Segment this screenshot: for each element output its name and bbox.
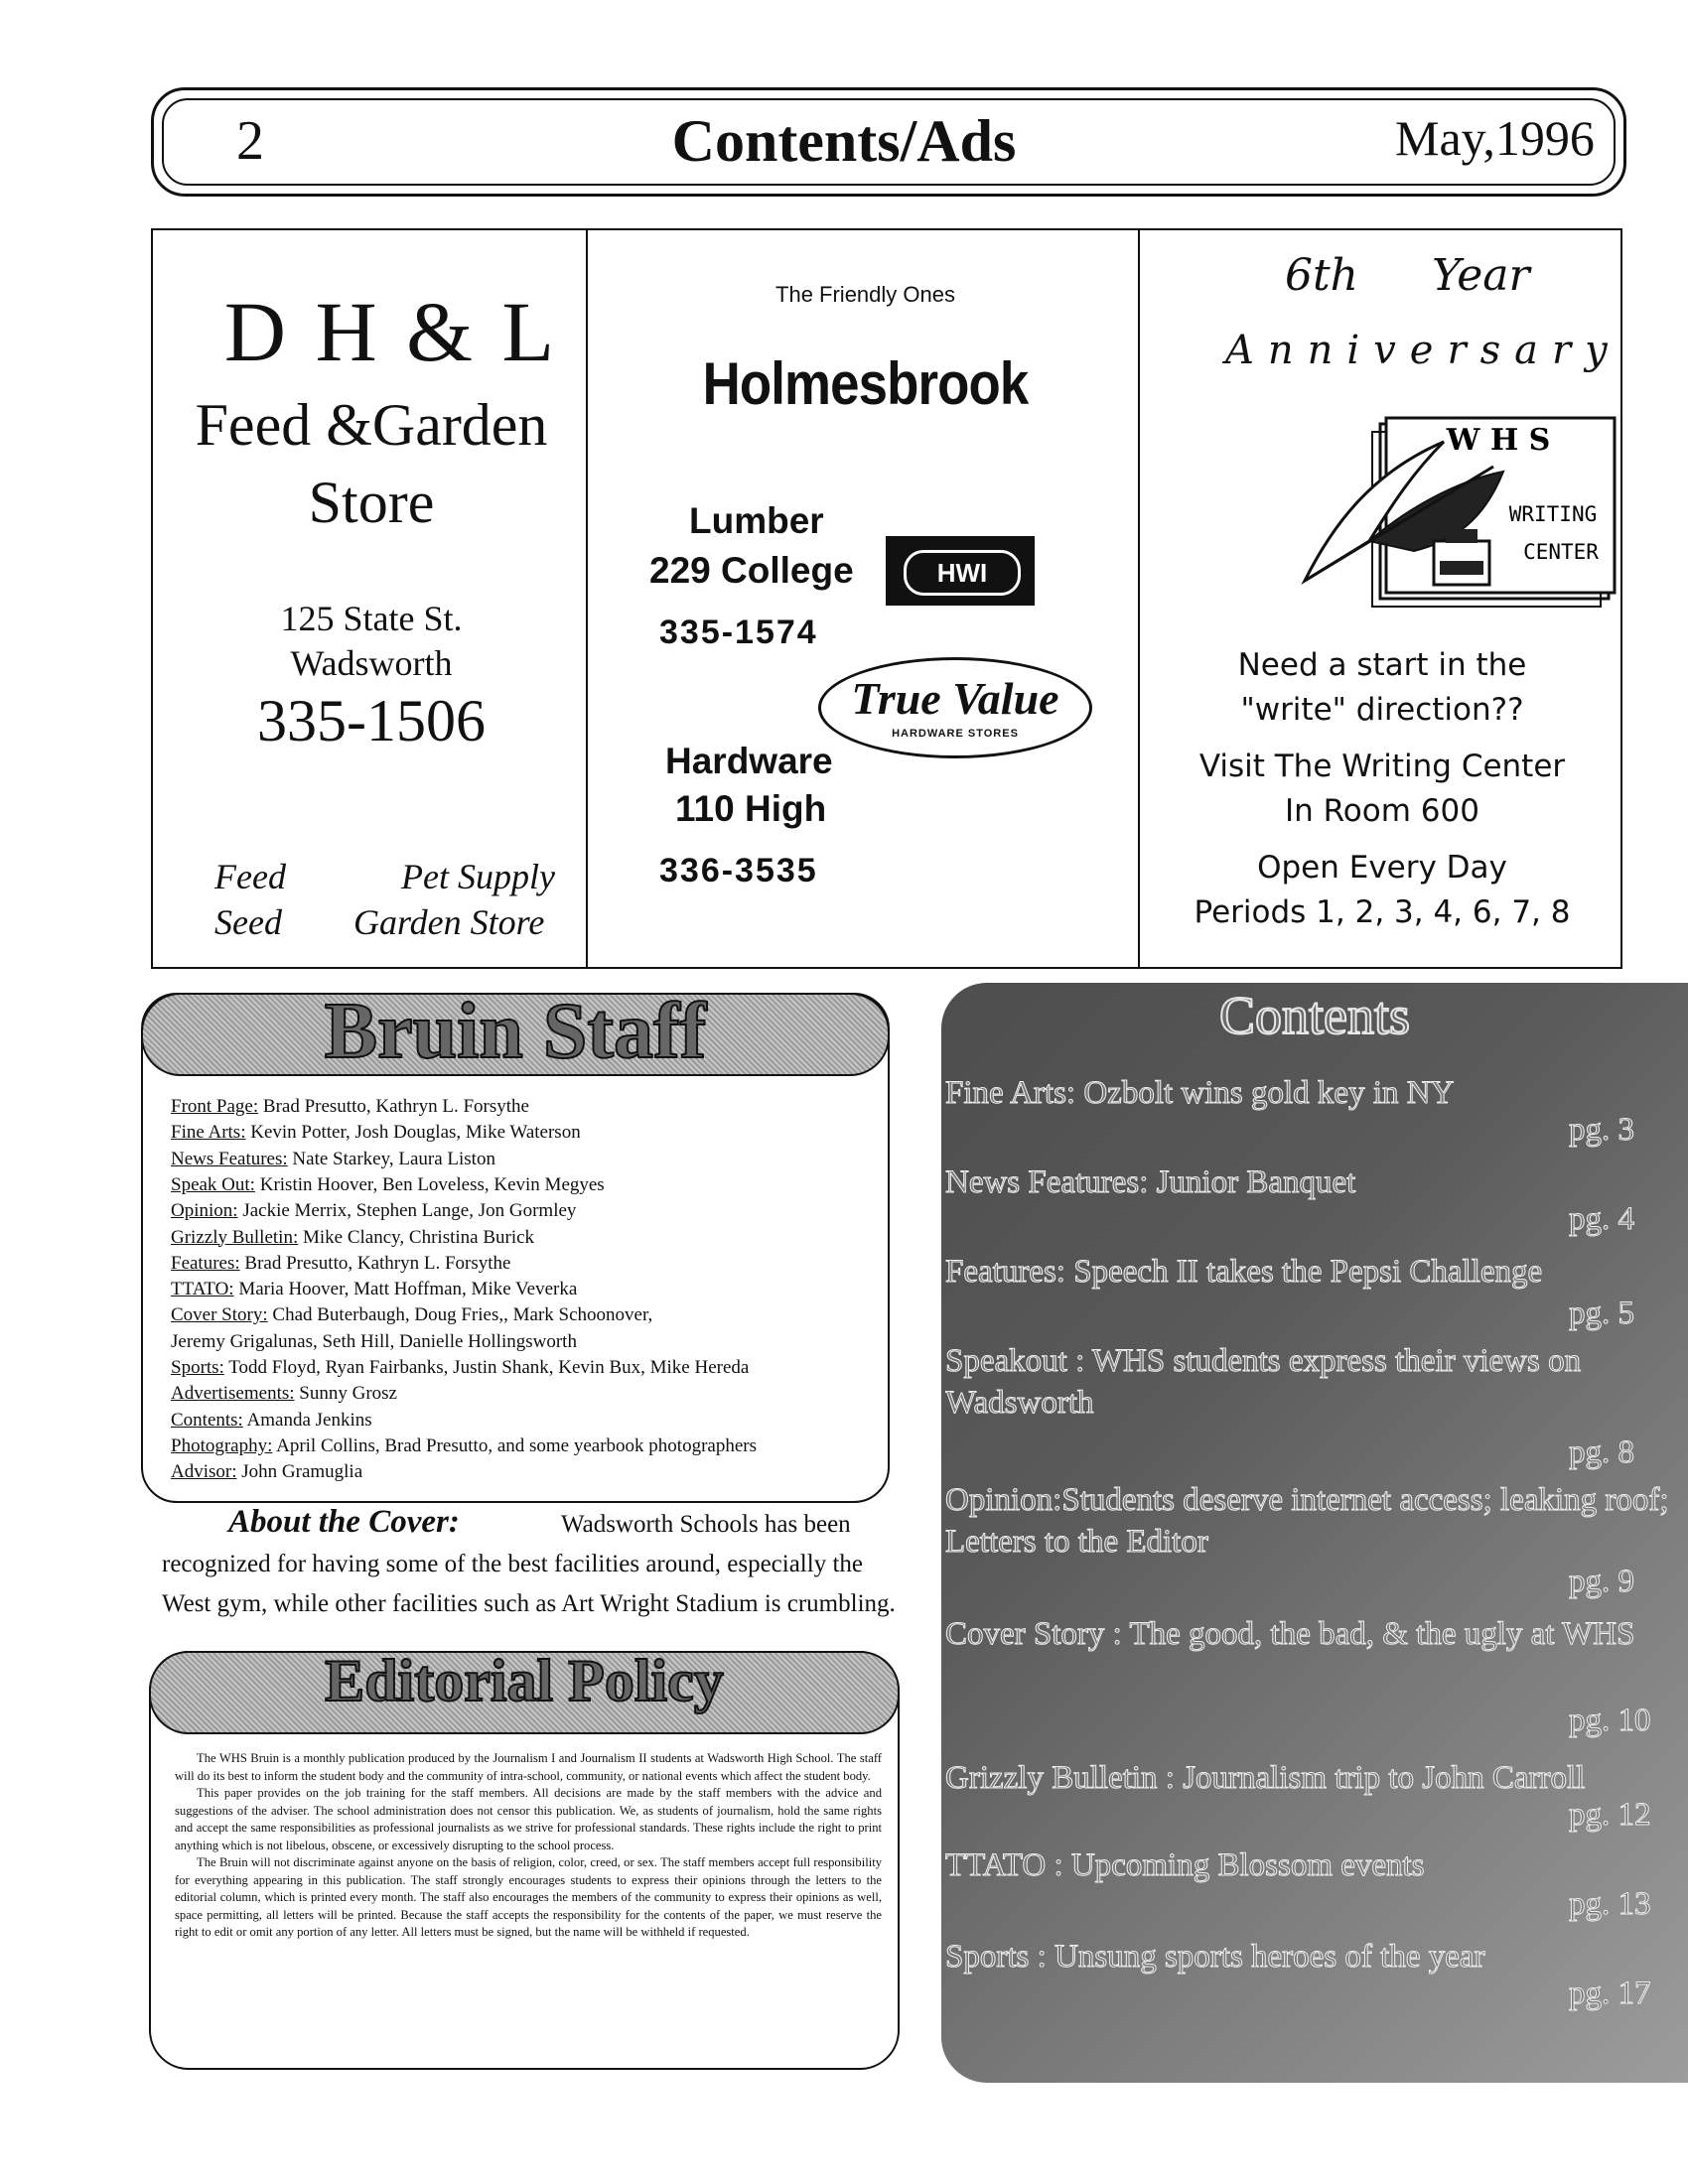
staff-names: Amanda Jenkins <box>242 1409 372 1431</box>
contents-page-number: pg. 3 <box>1569 1112 1634 1148</box>
dhl-product: Pet Supply <box>401 857 555 896</box>
staff-section-label: Speak Out: <box>171 1173 255 1195</box>
staff-names: Kristin Hoover, Ben Loveless, Kevin Megyes <box>254 1173 605 1195</box>
contents-page-number: pg. 13 <box>1569 1886 1651 1922</box>
contents-entry: Fine Arts: Ozbolt wins gold key in NY <box>945 1075 1455 1111</box>
hwi-logo-icon: HWI <box>886 536 1035 606</box>
staff-section-label: Cover Story: <box>171 1304 268 1326</box>
staff-entry <box>171 1174 605 1196</box>
writing-center-pitch: "write" direction?? <box>1240 692 1524 728</box>
contents-entry: Features: Speech II takes the Pepsi Challenge <box>945 1254 1543 1290</box>
staff-entry <box>171 1331 577 1353</box>
contents-page-number: pg. 8 <box>1569 1434 1634 1470</box>
staff-entry <box>171 1279 577 1300</box>
holmesbrook-name: Holmesbrook <box>702 350 1029 417</box>
holmesbrook-lumber-phone: 335-1574 <box>659 614 818 651</box>
staff-entry <box>171 1410 372 1432</box>
staff-section-label: News Features: <box>171 1148 288 1169</box>
staff-names: Todd Floyd, Ryan Fairbanks, Justin Shank, Kevin Bux, Mike Hereda <box>223 1357 750 1378</box>
holmesbrook-hardware-label: Hardware <box>665 741 833 781</box>
dhl-ad-phone: 335-1506 <box>257 688 486 753</box>
staff-entry <box>171 1227 534 1249</box>
editorial-policy-banner <box>149 1648 900 1734</box>
contents-entry: Speakout : WHS students express their views on Wadsworth <box>945 1343 1582 1421</box>
staff-names: Kevin Potter, Josh Douglas, Mike Waterson <box>245 1122 581 1144</box>
staff-section-label: Opinion: <box>171 1200 238 1222</box>
cover-label: About the Cover: <box>228 1504 460 1540</box>
staff-section-label: Fine Arts: <box>171 1122 246 1144</box>
issue-date: May,1996 <box>1395 110 1595 166</box>
staff-section-label: TTATO: <box>171 1279 234 1300</box>
dhl-product: Garden Store <box>353 902 545 942</box>
staff-entry <box>171 1122 581 1144</box>
staff-section-label: Sports: <box>171 1357 224 1378</box>
staff-section-label: Photography: <box>171 1434 273 1456</box>
staff-names: Chad Buterbaugh, Doug Fries,, Mark Schoonover, <box>267 1304 653 1326</box>
contents-page-number: pg. 5 <box>1569 1296 1634 1331</box>
dhl-ad-address: 125 State St. <box>280 599 463 638</box>
staff-section-label: Contents: <box>171 1409 243 1431</box>
holmesbrook-lumber-address: 229 College <box>649 550 854 591</box>
staff-entry <box>171 1149 495 1170</box>
writing-center-anniversary: 6th Year <box>1285 250 1530 301</box>
dhl-product: Seed <box>214 902 282 942</box>
staff-section-label: Front Page: <box>171 1096 259 1117</box>
editorial-policy-text <box>175 1750 882 1942</box>
staff-names: Mike Clancy, Christina Burick <box>298 1226 535 1248</box>
svg-text:W H S: W H S <box>1446 423 1551 458</box>
contents-title: Contents <box>1218 986 1410 1045</box>
staff-entry <box>171 1461 362 1483</box>
staff-names: Jackie Merrix, Stephen Lange, Jon Gormley <box>237 1200 577 1222</box>
contents-entry: Cover Story : The good, the bad, & the ugly at WHS <box>945 1616 1635 1652</box>
staff-names: Brad Presutto, Kathryn L. Forsythe <box>258 1096 529 1117</box>
svg-text:WRITING: WRITING <box>1508 502 1598 526</box>
staff-entry <box>171 1435 757 1457</box>
contents-page-number: pg. 4 <box>1569 1201 1634 1237</box>
staff-section-label: Features: <box>171 1252 240 1274</box>
contents-entry: Opinion:Students deserve internet access; leaking roof; Letters to the Editor <box>945 1482 1669 1560</box>
writing-center-room: In Room 600 <box>1285 793 1479 829</box>
contents-page-number: pg. 9 <box>1569 1564 1634 1599</box>
holmesbrook-hardware-address: 110 High <box>675 788 827 829</box>
svg-text:CENTER: CENTER <box>1523 540 1599 564</box>
contents-entry: TTATO : Upcoming Blossom events <box>945 1847 1425 1883</box>
staff-entry <box>171 1357 749 1379</box>
true-value-logo-icon: True Value HARDWARE STORES <box>818 657 1092 758</box>
staff-title: Bruin Staff <box>324 988 707 1075</box>
staff-section-label: Grizzly Bulletin: <box>171 1226 299 1248</box>
policy-paragraph: The WHS Bruin is a monthly publication produced by the Journalism I and Journalism II students at Wadsworth High School. The staff will do its best to inform the student body and the community of intra-school, community, or national events which affect the student body. <box>175 1751 882 1783</box>
ads-box <box>151 228 1622 969</box>
writing-center-anniversary-word: Anniversary <box>1225 328 1621 373</box>
staff-names: Brad Presutto, Kathryn L. Forsythe <box>239 1252 511 1274</box>
staff-entry <box>171 1200 576 1222</box>
writing-center-periods: Periods 1, 2, 3, 4, 6, 7, 8 <box>1194 894 1571 930</box>
dhl-product: Feed <box>214 857 286 896</box>
dhl-ad-tagline: Store <box>308 470 435 535</box>
dhl-ad-city: Wadsworth <box>290 643 453 683</box>
section-title: Contents/Ads <box>671 108 1017 174</box>
staff-entry <box>171 1096 529 1118</box>
staff-names: April Collins, Brad Presutto, and some yearbook photographers <box>272 1434 757 1456</box>
holmesbrook-hardware-phone: 336-3535 <box>659 852 818 889</box>
cover-text: Wadsworth Schools has been recognized for having some of the best facilities around, especially the West gym, while other facilities such as Art Wright Stadium is crumbling. <box>162 1511 896 1617</box>
ad-divider <box>1138 230 1140 967</box>
staff-names: Sunny Grosz <box>294 1383 397 1405</box>
contents-page-number: pg. 17 <box>1569 1976 1651 2011</box>
policy-paragraph: This paper provides on the job training for the staff members. All decisions are made by the staff members with the advice and suggestions of the adviser. The school administration does not censor this publication. We, as students of journalism, hold the same rights and accept the same responsibilities as professional journalists as we strive for professional standards. These rights include the right to print anything which is not libelous, obscene, or excessively disrupting to the school process. <box>175 1786 882 1852</box>
dhl-ad-tagline: Feed &Garden <box>195 392 548 458</box>
editorial-policy-title: Editorial Policy <box>325 1648 724 1713</box>
policy-paragraph: The Bruin will not discriminate against anyone on the basis of religion, color, creed, or sex. The staff members accept full responsibility for everything appearing in this publication. The staff strongly encourages students to express their opinions through the letters to the editorial column, which is printed every month. The staff also encourages the members of the community to express their opinions as well, space permitting, all letters will be printed. Because the staff accepts the responsibility for the contents of the paper, we must reserve the right to edit or omit any portion of any letter. All letters must be signed, but the name will be withheld if requested. <box>175 1855 882 1939</box>
writing-center-visit: Visit The Writing Center <box>1198 749 1566 784</box>
writing-center-pitch: Need a start in the <box>1237 647 1527 683</box>
staff-names: Maria Hoover, Matt Hoffman, Mike Veverka <box>233 1279 578 1300</box>
staff-title-banner <box>141 988 890 1076</box>
holmesbrook-slogan: The Friendly Ones <box>775 282 955 307</box>
contents-entry: News Features: Junior Banquet <box>945 1164 1356 1200</box>
staff-names: Jeremy Grigalunas, Seth Hill, Danielle Hollingsworth <box>171 1330 577 1352</box>
holmesbrook-lumber-label: Lumber <box>689 500 824 541</box>
staff-entry <box>171 1253 510 1275</box>
contents-entry: Grizzly Bulletin : Journalism trip to John Carroll <box>945 1760 1586 1796</box>
page-number: 2 <box>236 110 264 172</box>
contents-page-number: pg. 10 <box>1569 1703 1651 1738</box>
staff-names: John Gramuglia <box>236 1461 363 1483</box>
staff-entry <box>171 1383 397 1405</box>
staff-section-label: Advisor: <box>171 1461 237 1483</box>
staff-section-label: Advertisements: <box>171 1383 295 1405</box>
contents-entry: Sports : Unsung sports heroes of the year <box>945 1939 1485 1975</box>
staff-names: Nate Starkey, Laura Liston <box>287 1148 495 1169</box>
contents-page-number: pg. 12 <box>1569 1797 1651 1833</box>
writing-center-open: Open Every Day <box>1257 850 1507 886</box>
staff-entry <box>171 1304 652 1326</box>
quill-inkwell-logo-icon <box>1295 412 1618 611</box>
dhl-ad-name: D H & L <box>223 284 559 379</box>
